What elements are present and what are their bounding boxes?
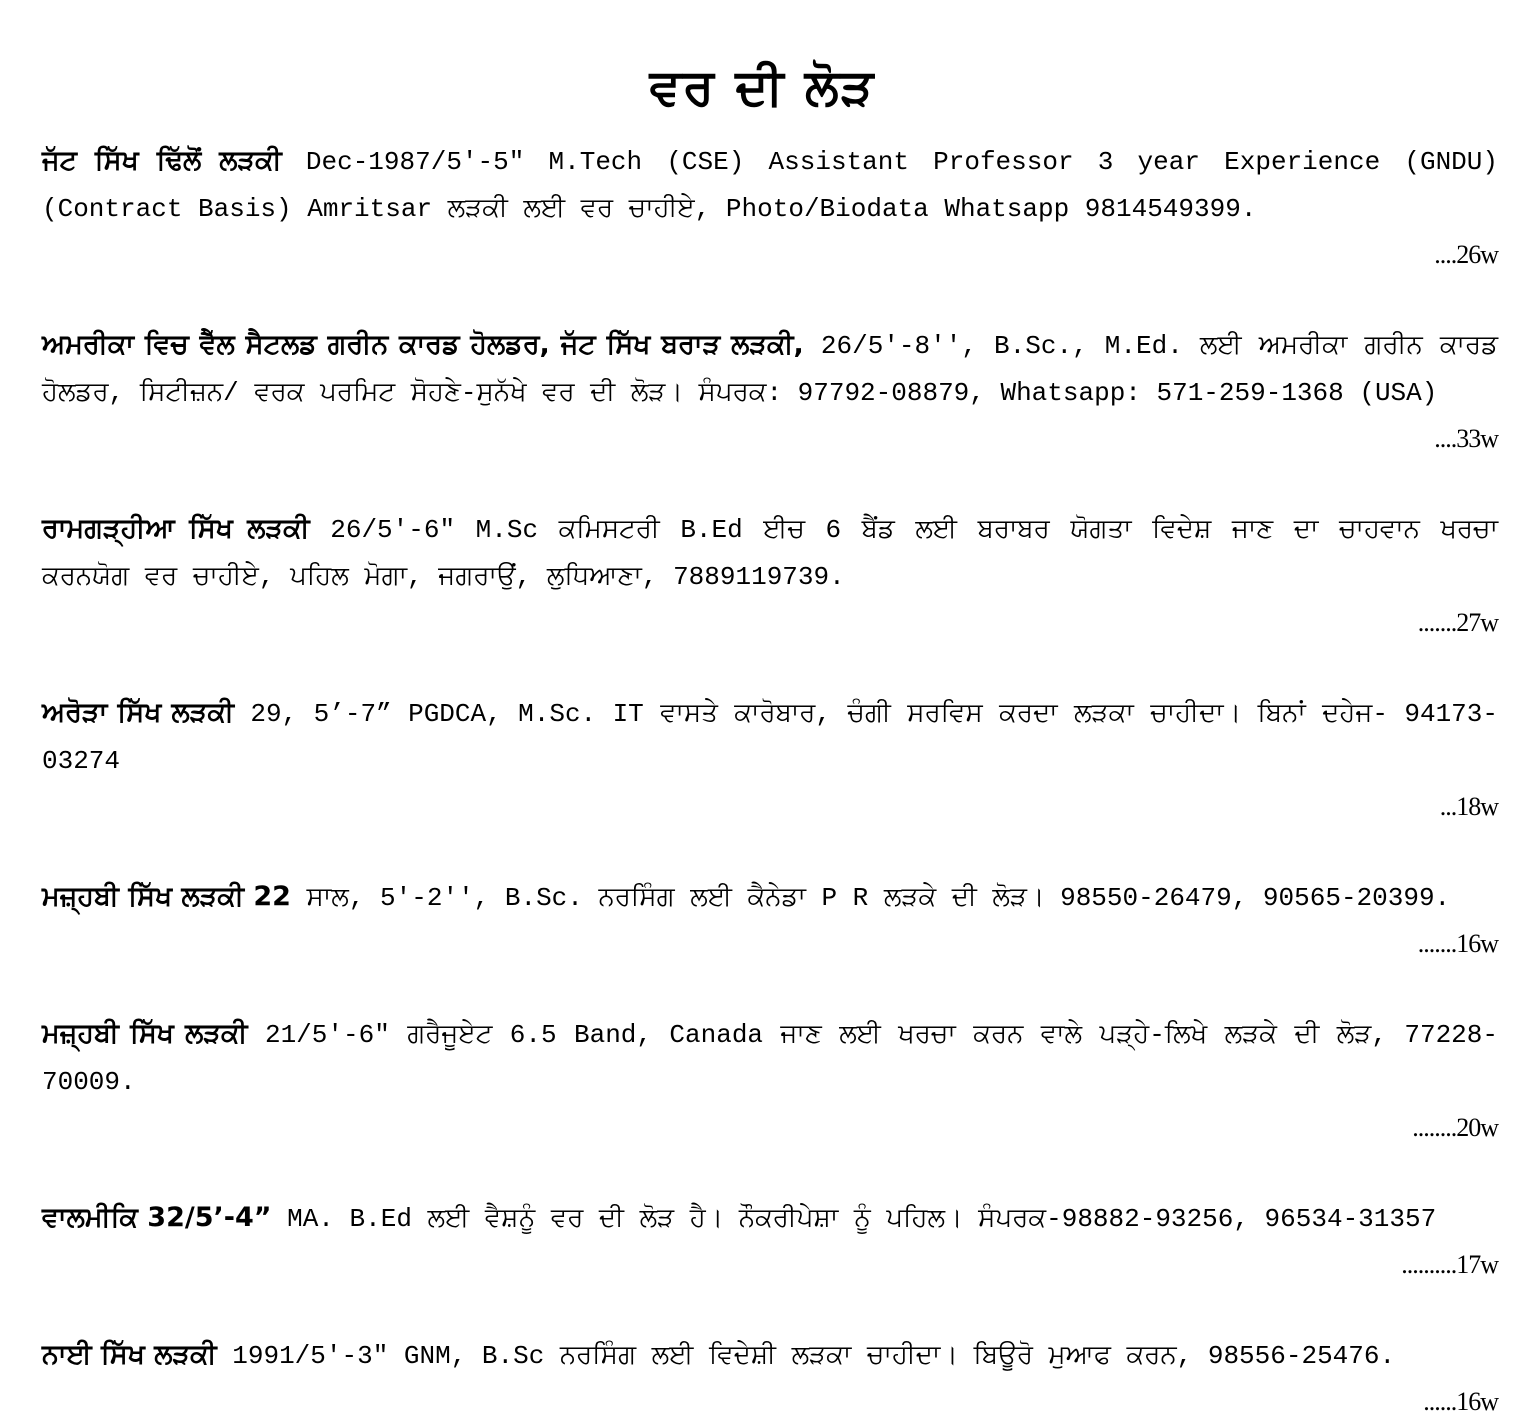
ad-code: .......16w [1417,929,1498,958]
ad-body: 26/5'-6" M.Sc ਕਮਿਸਟਰੀ B.Ed ਈਚ 6 ਬੈਂਡ ਲਈ ਬਰਾਬਰ ਯੋਗਤਾ ਵਿਦੇਸ਼ ਜਾਣ ਦਾ ਚਾਹਵਾਨ ਖਰਚਾ ਕਰਨਯੋਗ ਵਰ ਚਾਹੀਏ, ਪਹਿਲ ਮੋਗਾ, ਜਗਰਾਉਂ, ਲੁਧਿਆਣਾ, 7889119739. [42,515,1499,592]
ad-code: ......16w [1423,1387,1498,1416]
ad-heading: ਅਮਰੀਕਾ ਵਿਚ ਵੈੱਲ ਸੈਟਲਡ ਗਰੀਨ ਕਾਰਡ ਹੋਲਡਰ, ਜੱਟ ਸਿੱਖ ਬਰਾੜ ਲੜਕੀ, [42,329,804,360]
ad-heading: ਅਰੋੜਾ ਸਿੱਖ ਲੜਕੀ [42,697,234,728]
classified-ad [42,1195,1498,1288]
classified-ad [42,506,1498,646]
ad-heading: ਰਾਮਗੜ੍ਹੀਆ ਸਿੱਖ ਲੜਕੀ [42,513,310,544]
ad-heading: ਜੱਟ ਸਿੱਖ ਢਿੱਲੋਂ ਲੜਕੀ [42,145,282,176]
classified-ad [42,138,1498,278]
ad-code: ..........17w [1401,1250,1498,1279]
page-title: ਵਰ ਦੀ ਲੋੜ [649,57,876,116]
classified-ad [42,322,1498,462]
ad-body: MA. B.Ed ਲਈ ਵੈਸ਼ਨੂੰ ਵਰ ਦੀ ਲੋੜ ਹੈ। ਨੌਕਰੀਪੇਸ਼ਾ ਨੂੰ ਪਹਿਲ। ਸੰਪਰਕ-98882-93256, 96534-31357 [271,1204,1437,1234]
classified-ad [42,1011,1498,1151]
ad-code: .......27w [1417,608,1498,637]
ad-code: ........20w [1412,1113,1498,1142]
ad-heading: ਨਾਈ ਸਿੱਖ ਲੜਕੀ [42,1339,217,1370]
ad-code: ....33w [1434,424,1498,453]
ad-heading: ਮਜ਼੍ਹਬੀ ਸਿੱਖ ਲੜਕੀ 22 [42,881,291,912]
ad-body: ਸਾਲ, 5'-2'', B.Sc. ਨਰਸਿੰਗ ਲਈ ਕੈਨੇਡਾ P R ਲੜਕੇ ਦੀ ਲੋੜ। 98550-26479, 90565-20399. [290,883,1451,913]
classified-ad [42,874,1498,967]
ad-body: Dec-1987/5'-5" M.Tech (CSE) Assistant Professor 3 year Experience (GNDU) (Contract Basis) Amritsar ਲੜਕੀ ਲਈ ਵਰ ਚਾਹੀਏ, Photo/Biodata Whatsapp 9814549399. [42,147,1498,224]
classified-ad [42,690,1498,830]
ad-body: 21/5'-6" ਗਰੈਜੂਏਟ 6.5 Band, Canada ਜਾਣ ਲਈ ਖਰਚਾ ਕਰਨ ਵਾਲੇ ਪੜ੍ਹੇ-ਲਿਖੇ ਲੜਕੇ ਦੀ ਲੋੜ, 77228-70009. [42,1020,1498,1097]
ad-body: 1991/5'-3" GNM, B.Sc ਨਰਸਿੰਗ ਲਈ ਵਿਦੇਸ਼ੀ ਲੜਕਾ ਚਾਹੀਦਾ। ਬਿਊਰੋ ਮੁਆਫ ਕਰਨ, 98556-25476. [216,1341,1396,1371]
ad-code: ....26w [1434,240,1498,269]
ad-heading: ਮਜ਼੍ਹਬੀ ਸਿੱਖ ਲੜਕੀ [42,1018,248,1049]
classified-ads-list [42,138,1498,1425]
ad-heading: ਵਾਲਮੀਕਿ 32/5’-4” [42,1202,272,1233]
classified-ad [42,1332,1498,1425]
ad-body: 26/5'-8'', B.Sc., M.Ed. ਲਈ ਅਮਰੀਕਾ ਗਰੀਨ ਕਾਰਡ ਹੋਲਡਰ, ਸਿਟੀਜ਼ਨ/ ਵਰਕ ਪਰਮਿਟ ਸੋਹਣੇ-ਸੁਨੱਖੇ ਵਰ ਦੀ ਲੋੜ। ਸੰਪਰਕ: 97792-08879, Whatsapp: 571-259-1368 (USA) [42,331,1499,408]
ad-body: 29, 5’-7” PGDCA, M.Sc. IT ਵਾਸਤੇ ਕਾਰੋਬਾਰ, ਚੰਗੀ ਸਰਵਿਸ ਕਰਦਾ ਲੜਕਾ ਚਾਹੀਦਾ। ਬਿਨਾਂ ਦਹੇਜ- 94173-03274 [42,699,1498,776]
ad-code: ...18w [1439,792,1498,821]
